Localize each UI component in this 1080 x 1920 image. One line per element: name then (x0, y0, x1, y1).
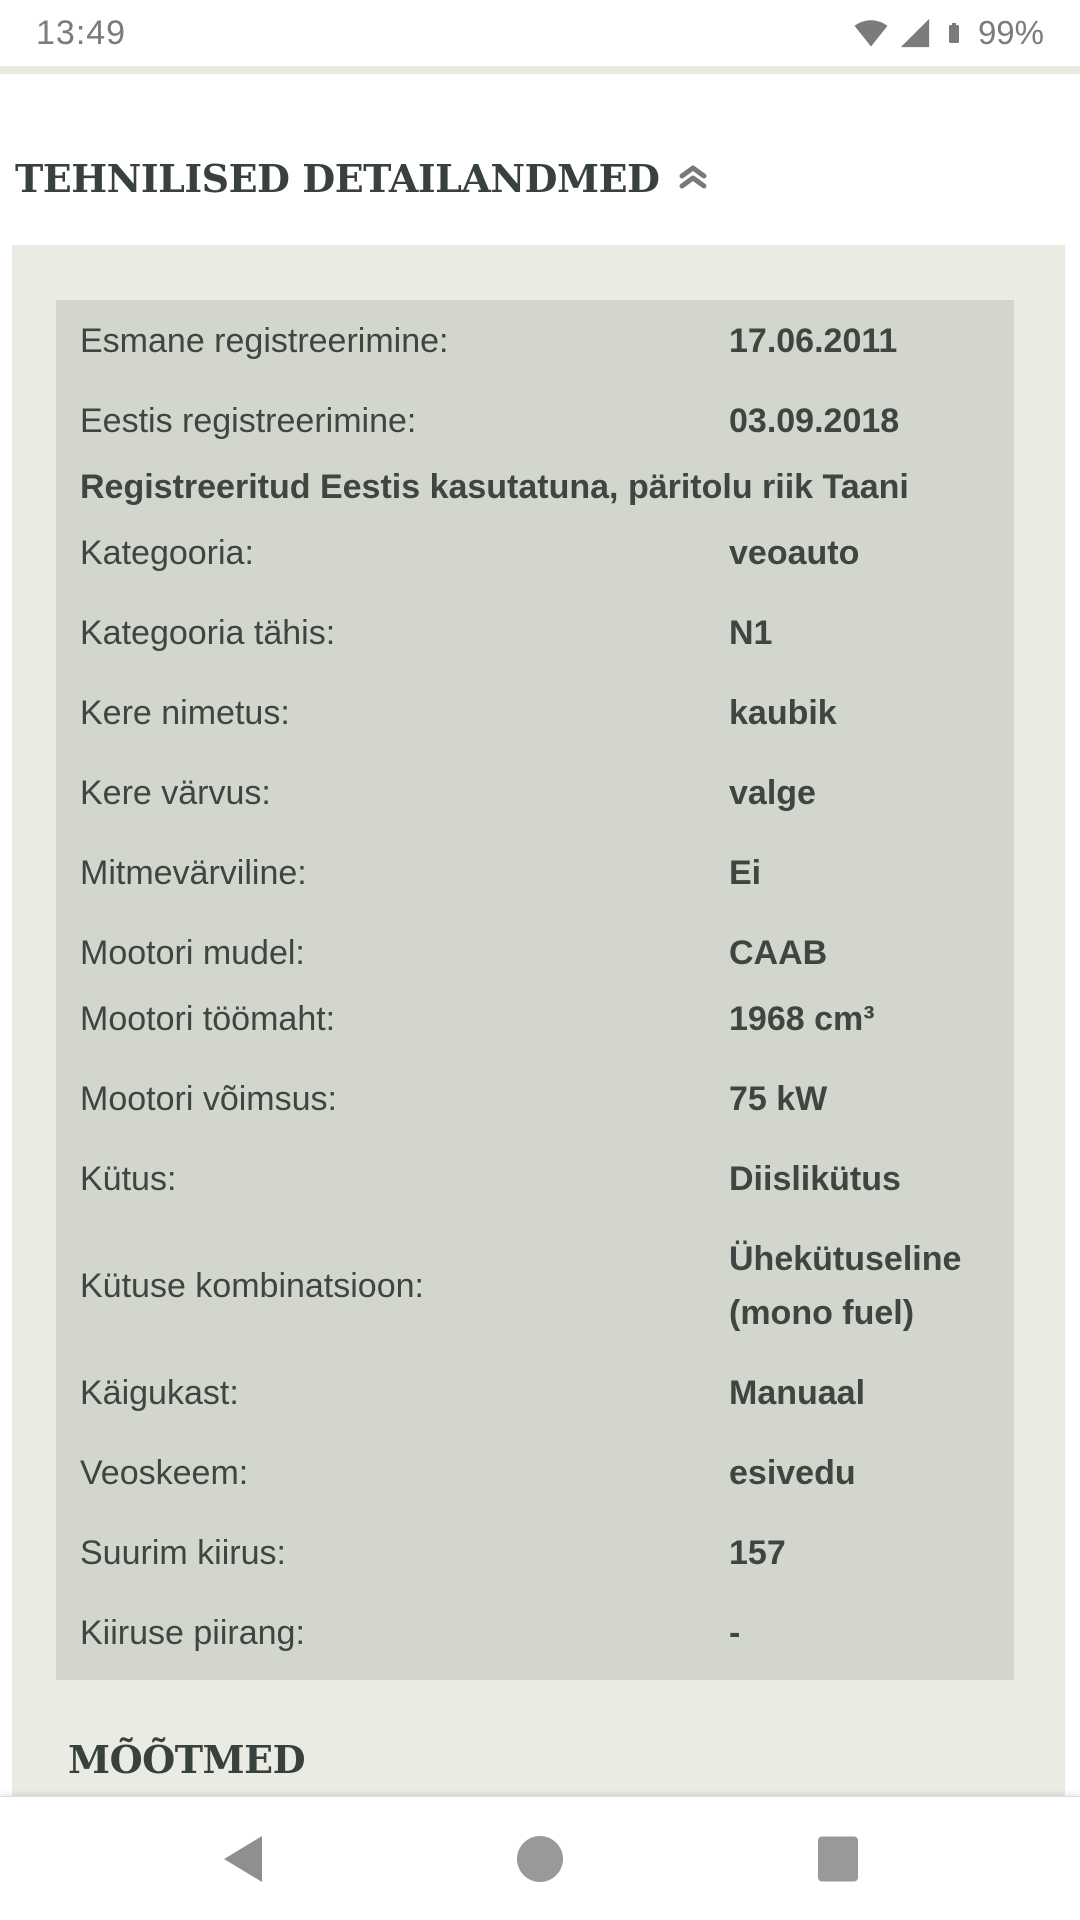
section-header-tehnilised[interactable] (15, 158, 1065, 200)
cellular-signal-icon (898, 16, 932, 50)
table-row (80, 526, 984, 580)
status-icons (854, 14, 1044, 52)
row-label: Kütus: (80, 1160, 177, 1198)
table-row (80, 1152, 984, 1206)
row-label: Veoskeem: (80, 1454, 249, 1492)
table-row (80, 992, 984, 1046)
table-row (80, 1366, 984, 1420)
table-row (80, 1526, 984, 1580)
clock-text: 13:49 (36, 13, 127, 52)
table-row (80, 1606, 984, 1660)
row-label: Suurim kiirus: (80, 1534, 286, 1572)
back-triangle-icon[interactable] (224, 1836, 262, 1882)
row-value: esivedu (729, 1454, 856, 1492)
row-value: Manuaal (729, 1374, 866, 1412)
row-label: Käigukast: (80, 1374, 239, 1412)
android-nav-bar (0, 1796, 1080, 1920)
table-row (80, 606, 984, 660)
table-row (80, 1072, 984, 1126)
row-value: Diislikütus (729, 1160, 901, 1198)
row-value: Ühekütuseline (mono fuel) (729, 1240, 962, 1332)
table-row (80, 766, 984, 820)
row-label: Eestis registreerimine: (80, 402, 417, 440)
table-row (80, 1232, 984, 1340)
chevron-double-up-icon[interactable] (677, 164, 709, 190)
row-label: Kategooria tähis: (80, 614, 336, 652)
row-value: 157 (729, 1534, 786, 1572)
row-label: Mootori mudel: (80, 934, 305, 972)
row-label: Kere nimetus: (80, 694, 290, 732)
table-row (80, 314, 984, 368)
row-value: kaubik (729, 694, 837, 732)
table-row (80, 846, 984, 900)
battery-icon (942, 16, 966, 50)
wifi-icon (854, 16, 888, 50)
row-value: Ei (729, 854, 762, 892)
row-label: Kategooria: (80, 534, 254, 572)
details-table (56, 300, 1014, 1680)
status-bar (0, 0, 1080, 66)
section-title: TEHNILISED DETAILANDMED (15, 156, 660, 201)
row-value: N1 (729, 614, 773, 652)
table-row (80, 686, 984, 740)
details-panel (12, 245, 1065, 1812)
row-value: 75 kW (729, 1080, 828, 1118)
section-title-mootmed[interactable]: MÕÕTMED (68, 1737, 306, 1782)
recents-square-icon[interactable] (818, 1836, 858, 1881)
row-label: Kütuse kombinatsioon: (80, 1267, 424, 1305)
row-value: 03.09.2018 (729, 402, 900, 440)
table-row (80, 460, 984, 514)
table-row (80, 926, 984, 980)
row-value: 1968 cm³ (729, 1000, 875, 1038)
row-label: Mootori töömaht: (80, 1000, 336, 1038)
row-value: valge (729, 774, 816, 812)
battery-percent: 99% (977, 14, 1044, 51)
table-row (80, 1446, 984, 1500)
row-value: CAAB (729, 934, 828, 972)
status-divider (0, 66, 1080, 74)
row-label: Mitmevärviline: (80, 854, 307, 892)
row-value: veoauto (729, 534, 860, 572)
row-label: Kiiruse piirang: (80, 1614, 305, 1652)
row-value: 17.06.2011 (729, 322, 898, 360)
row-label: Kere värvus: (80, 774, 271, 812)
row-value: - (729, 1614, 741, 1652)
row-note: Registreeritud Eestis kasutatuna, päritolu riik Taani (80, 468, 909, 506)
row-label: Esmane registreerimine: (80, 322, 449, 360)
table-row (80, 394, 984, 448)
home-circle-icon[interactable] (517, 1836, 563, 1882)
row-label: Mootori võimsus: (80, 1080, 337, 1118)
